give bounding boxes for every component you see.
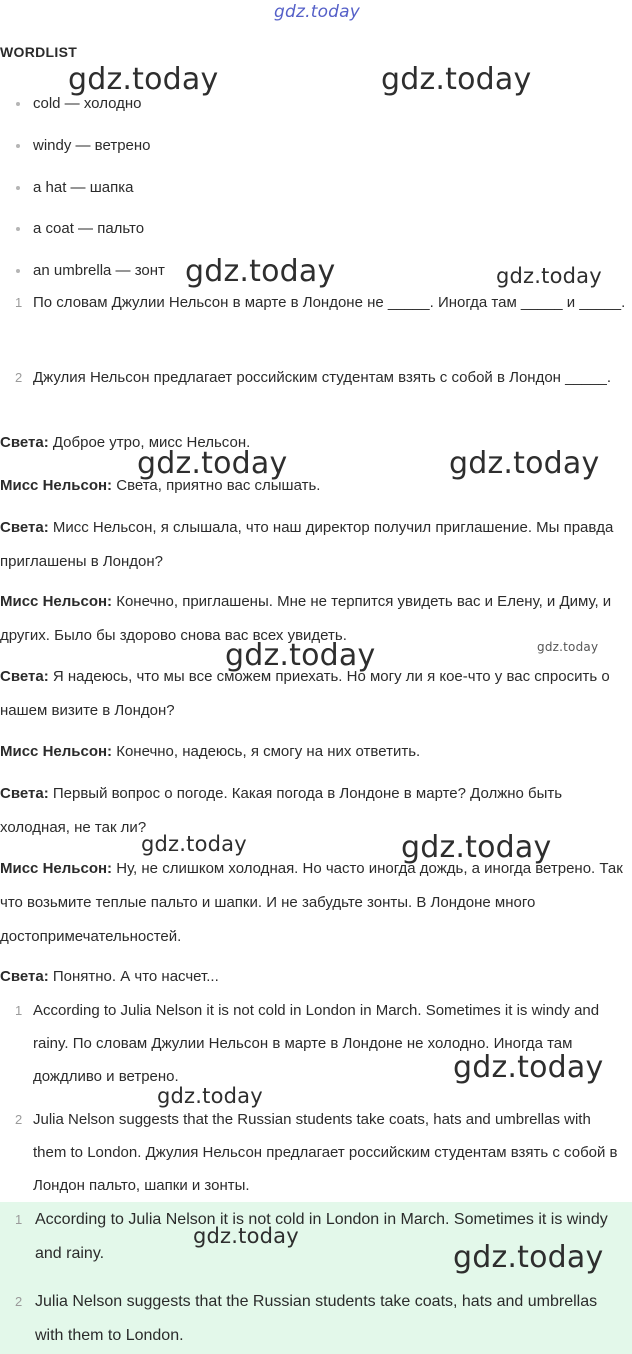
task-item-text: По словам Джулии Нельсон в марте в Лондоне не _____. Иногда там _____ и _____.	[33, 294, 626, 311]
wordlist-heading: WORDLIST	[0, 44, 78, 60]
dialogue-text: Доброе утро, мисс Нельсон.	[48, 434, 251, 451]
answer-number: 1	[15, 1212, 23, 1227]
dialogue-text: Конечно, приглашены. Мне не терпится увидеть вас и Елену, и Диму, и других. Было бы здорово снова вас всех увидеть.	[0, 593, 612, 644]
dialogue-text: Ну, не слишком холодная. Но часто иногда дождь, а иногда ветрено. Так что возьмите теплые пальто и шапки. И не забудьте зонты. В Лондоне много достопримечательностей.	[0, 860, 623, 945]
wordlist-item-text: cold — холодно	[33, 95, 142, 112]
dialogue-text: Первый вопрос о погоде. Какая погода в Лондоне в марте? Должно быть холодная, не так ли?	[0, 785, 563, 836]
wordlist-item-text: a hat — шапка	[33, 179, 134, 196]
speaker-name: Мисс Нельсон:	[0, 743, 113, 760]
bullet-dot-icon	[16, 186, 20, 190]
answer-number: 1	[15, 1003, 23, 1018]
watermark: gdz.today	[453, 1240, 604, 1275]
dialogue-line	[0, 852, 630, 954]
dialogue-line	[0, 960, 630, 994]
dialogue-line	[0, 735, 630, 769]
task-item-text: Джулия Нельсон предлагает российским студентам взять с собой в Лондон _____.	[33, 369, 611, 386]
watermark: gdz.today	[401, 830, 552, 865]
watermark: gdz.today	[449, 446, 600, 481]
watermark: gdz.today	[68, 62, 219, 97]
speaker-name: Света:	[0, 519, 49, 536]
watermark: gdz.today	[185, 254, 336, 289]
bullet-dot-icon	[16, 144, 20, 148]
watermark: gdz.today	[381, 62, 532, 97]
answer-text: Julia Nelson suggests that the Russian students take coats, hats and umbrellas with them to London. Джулия Нельсон предлагает российским студентам взять с собой в Лондон пальто, шапки и зонты.	[33, 1111, 618, 1194]
watermark-top: gdz.today	[274, 2, 361, 22]
speaker-name: Света:	[0, 668, 49, 685]
watermark: gdz.today	[157, 1084, 263, 1108]
watermark: gdz.today	[141, 832, 247, 856]
wordlist-item-text: an umbrella — зонт	[33, 262, 165, 279]
watermark: gdz.today	[453, 1050, 604, 1085]
watermark: gdz.today	[137, 446, 288, 481]
bullet-dot-icon	[16, 227, 20, 231]
answer-text: Julia Nelson suggests that the Russian students take coats, hats and umbrellas with them to London.	[35, 1293, 598, 1344]
bullet-dot-icon	[16, 102, 20, 106]
watermark: gdz.today	[537, 640, 599, 654]
speaker-name: Света:	[0, 968, 49, 985]
bullet-dot-icon	[16, 269, 20, 273]
answer-box	[0, 1202, 632, 1354]
task-item-number: 2	[15, 370, 23, 385]
dialogue-text: Понятно. А что насчет...	[48, 968, 219, 985]
dialogue-line	[0, 511, 630, 579]
watermark: gdz.today	[225, 638, 376, 673]
speaker-name: Света:	[0, 434, 49, 451]
dialogue-text: Я надеюсь, что мы все сможем приехать. Но могу ли я кое-что у вас спросить о нашем визите в Лондон?	[0, 668, 610, 719]
dialogue-text: Мисс Нельсон, я слышала, что наш директор получил приглашение. Мы правда приглашены в Лондон?	[0, 519, 614, 570]
task-item-number: 1	[15, 295, 23, 310]
speaker-name: Мисс Нельсон:	[0, 593, 113, 610]
dialogue-text: Света, приятно вас слышать.	[112, 477, 321, 494]
answer-text: According to Julia Nelson it is not cold in London in March. Sometimes it is windy and rainy.	[35, 1211, 608, 1262]
dialogue-text: Конечно, надеюсь, я смогу на них ответить.	[112, 743, 421, 760]
speaker-name: Мисс Нельсон:	[0, 860, 113, 877]
watermark: gdz.today	[496, 264, 602, 288]
answer-text: According to Julia Nelson it is not cold in London in March. Sometimes it is windy and rainy. По словам Джулии Нельсон в марте в Лондоне не холодно. Иногда там дождливо и ветрено.	[33, 1002, 600, 1085]
wordlist-item-text: windy — ветрено	[33, 137, 151, 154]
answer-number: 2	[15, 1112, 23, 1127]
answer-number: 2	[15, 1294, 23, 1309]
speaker-name: Света:	[0, 785, 49, 802]
speaker-name: Мисс Нельсон:	[0, 477, 113, 494]
watermark: gdz.today	[193, 1224, 299, 1248]
wordlist-item-text: a coat — пальто	[33, 220, 145, 237]
